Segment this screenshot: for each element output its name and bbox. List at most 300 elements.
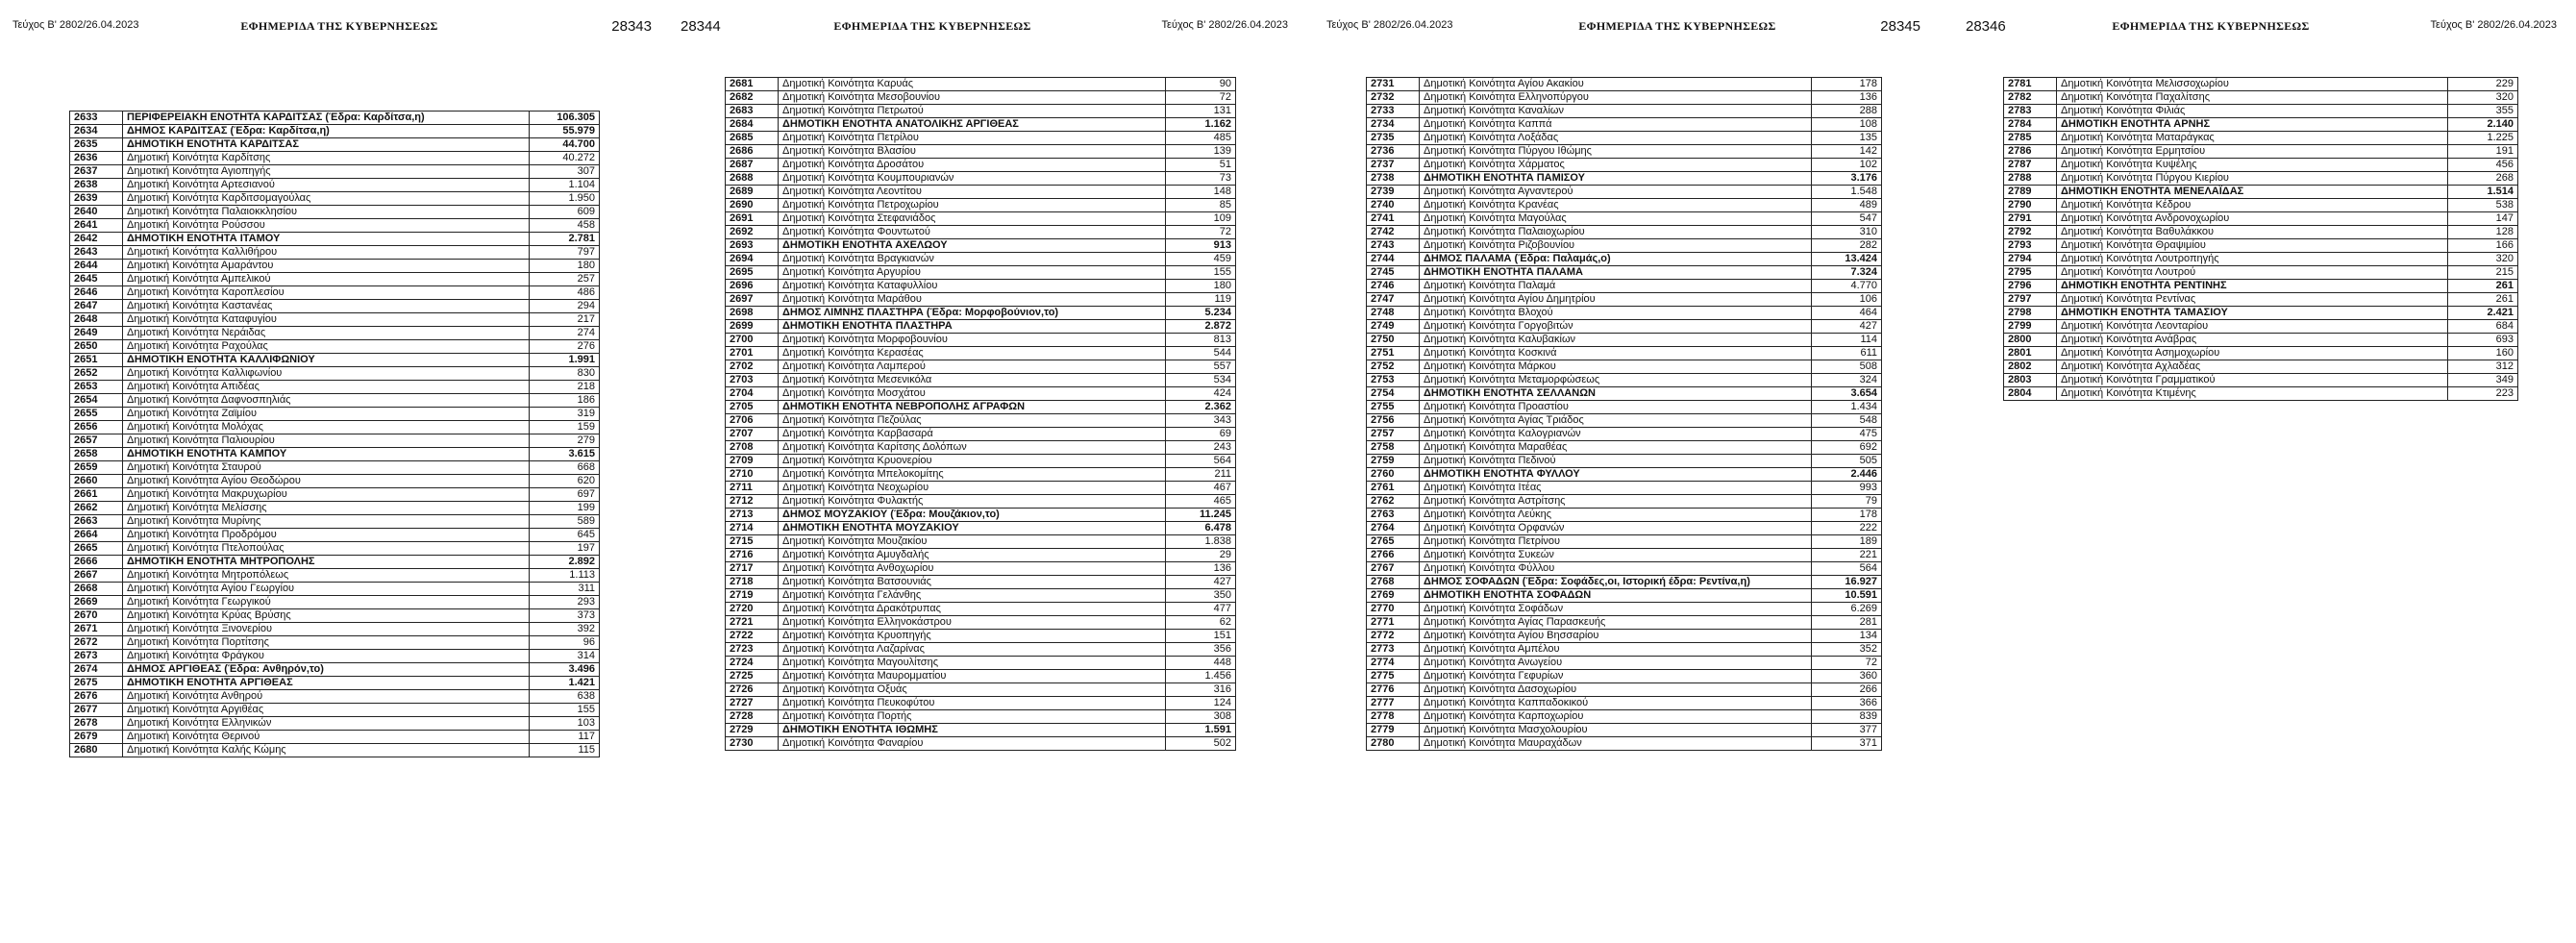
row-name: ΔΗΜΟΤΙΚΗ ΕΝΟΤΗΤΑ ΠΑΛΑΜΑ <box>1420 266 1812 280</box>
table-row <box>726 468 1236 482</box>
row-code: 2784 <box>2004 118 2057 132</box>
row-name: ΔΗΜΟΣ ΑΡΓΙΘΕΑΣ (Έδρα: Ανθηρόν,το) <box>123 663 530 677</box>
row-code: 2694 <box>726 253 779 266</box>
row-name: Δημοτική Κοινότητα Ερμητσίου <box>2057 145 2448 159</box>
table-row <box>2004 320 2518 334</box>
row-name: Δημοτική Κοινότητα Δαφνοσπηλιάς <box>123 394 530 408</box>
table-row <box>726 549 1236 562</box>
row-code: 2680 <box>70 744 123 757</box>
row-value: 1.548 <box>1812 186 1882 199</box>
row-value: 1.950 <box>530 192 600 206</box>
table-row <box>1367 657 1882 670</box>
row-value: 3.654 <box>1812 387 1882 401</box>
row-code: 2792 <box>2004 226 2057 239</box>
row-code: 2722 <box>726 630 779 643</box>
row-value: 136 <box>1166 562 1236 576</box>
row-value: 294 <box>530 300 600 313</box>
table-row <box>726 374 1236 387</box>
row-name: Δημοτική Κοινότητα Σταυρού <box>123 461 530 475</box>
row-code: 2636 <box>70 152 123 165</box>
table-row <box>1367 334 1882 347</box>
row-value: 2.362 <box>1166 401 1236 414</box>
row-value: 148 <box>1166 186 1236 199</box>
row-name: Δημοτική Κοινότητα Ασημοχωρίου <box>2057 347 2448 360</box>
row-code: 2759 <box>1367 455 1420 468</box>
row-name: Δημοτική Κοινότητα Δρακότρυπας <box>779 603 1166 616</box>
table-row <box>2004 91 2518 105</box>
table-row <box>1367 360 1882 374</box>
table-row <box>726 172 1236 186</box>
row-name: Δημοτική Κοινότητα Παλαιοχωρίου <box>1420 226 1812 239</box>
table-row <box>70 569 600 583</box>
row-name: Δημοτική Κοινότητα Ελληνικών <box>123 717 530 731</box>
row-value: 180 <box>1166 280 1236 293</box>
row-name: Δημοτική Κοινότητα Καταφυγίου <box>123 313 530 327</box>
row-code: 2770 <box>1367 603 1420 616</box>
table-row <box>726 697 1236 710</box>
table-row <box>726 280 1236 293</box>
row-name: Δημοτική Κοινότητα Μαυρομματίου <box>779 670 1166 683</box>
row-code: 2676 <box>70 690 123 704</box>
row-name: ΔΗΜΟΤΙΚΗ ΕΝΟΤΗΤΑ ΣΟΦΑΔΩΝ <box>1420 589 1812 603</box>
row-name: ΔΗΜΟΣ ΠΑΛΑΜΑ (Έδρα: Παλαμάς,ο) <box>1420 253 1812 266</box>
row-name: Δημοτική Κοινότητα Φιλιάς <box>2057 105 2448 118</box>
row-value: 40.272 <box>530 152 600 165</box>
row-code: 2728 <box>726 710 779 724</box>
row-name: Δημοτική Κοινότητα Καρίτσης Δολόπων <box>779 441 1166 455</box>
row-value: 320 <box>2448 253 2518 266</box>
row-value: 693 <box>2448 334 2518 347</box>
table-row <box>726 710 1236 724</box>
row-code: 2666 <box>70 556 123 569</box>
row-name: Δημοτική Κοινότητα Κυψέλης <box>2057 159 2448 172</box>
row-code: 2683 <box>726 105 779 118</box>
table-row <box>70 744 600 757</box>
row-code: 2707 <box>726 428 779 441</box>
row-value: 62 <box>1166 616 1236 630</box>
table-row <box>1367 683 1882 697</box>
row-code: 2785 <box>2004 132 2057 145</box>
row-value: 349 <box>2448 374 2518 387</box>
row-value: 311 <box>530 583 600 596</box>
table-row <box>1367 549 1882 562</box>
row-name: Δημοτική Κοινότητα Καλλιθήρου <box>123 246 530 260</box>
table-row <box>726 414 1236 428</box>
row-code: 2716 <box>726 549 779 562</box>
row-code: 2729 <box>726 724 779 737</box>
register-table <box>725 77 1236 751</box>
page-number: 28346 <box>1966 18 2006 35</box>
row-code: 2712 <box>726 495 779 509</box>
table-row <box>70 206 600 219</box>
table-row <box>2004 387 2518 401</box>
row-code: 2745 <box>1367 266 1420 280</box>
table-row <box>70 394 600 408</box>
table-row <box>70 125 600 138</box>
table-row <box>1367 145 1882 159</box>
row-code: 2757 <box>1367 428 1420 441</box>
row-code: 2732 <box>1367 91 1420 105</box>
table-row <box>726 482 1236 495</box>
table-row <box>726 724 1236 737</box>
row-code: 2681 <box>726 78 779 91</box>
row-value: 307 <box>530 165 600 179</box>
table-row <box>70 717 600 731</box>
row-name: ΔΗΜΟΤΙΚΗ ΕΝΟΤΗΤΑ ΜΟΥΖΑΚΙΟΥ <box>779 522 1166 535</box>
table-row <box>726 455 1236 468</box>
row-name: Δημοτική Κοινότητα Κρανέας <box>1420 199 1812 212</box>
row-code: 2779 <box>1367 724 1420 737</box>
row-name: Δημοτική Κοινότητα Ραχούλας <box>123 340 530 354</box>
row-name: Δημοτική Κοινότητα Πετρίνου <box>1420 535 1812 549</box>
table-row <box>726 253 1236 266</box>
table-row <box>726 320 1236 334</box>
table-row <box>1367 710 1882 724</box>
row-value: 343 <box>1166 414 1236 428</box>
table-row <box>1367 199 1882 212</box>
row-value: 282 <box>1812 239 1882 253</box>
row-value: 13.424 <box>1812 253 1882 266</box>
row-value: 155 <box>1166 266 1236 280</box>
row-code: 2708 <box>726 441 779 455</box>
row-code: 2634 <box>70 125 123 138</box>
row-value: 3.176 <box>1812 172 1882 186</box>
row-code: 2782 <box>2004 91 2057 105</box>
row-code: 2686 <box>726 145 779 159</box>
table-row <box>70 663 600 677</box>
row-name: ΔΗΜΟΤΙΚΗ ΕΝΟΤΗΤΑ ΑΝΑΤΟΛΙΚΗΣ ΑΡΓΙΘΕΑΣ <box>779 118 1166 132</box>
table-row <box>726 226 1236 239</box>
row-code: 2790 <box>2004 199 2057 212</box>
row-value: 355 <box>2448 105 2518 118</box>
row-code: 2718 <box>726 576 779 589</box>
row-name: ΔΗΜΟΣ ΣΟΦΑΔΩΝ (Έδρα: Σοφάδες,οι, Ιστορική έδρα: Ρεντίνα,η) <box>1420 576 1812 589</box>
row-value: 55.979 <box>530 125 600 138</box>
row-code: 2719 <box>726 589 779 603</box>
table-row <box>2004 78 2518 91</box>
row-code: 2679 <box>70 731 123 744</box>
table-row <box>1367 522 1882 535</box>
row-value: 159 <box>530 421 600 434</box>
row-code: 2646 <box>70 286 123 300</box>
row-value: 620 <box>530 475 600 488</box>
row-value: 223 <box>2448 387 2518 401</box>
row-code: 2739 <box>1367 186 1420 199</box>
row-value: 319 <box>530 408 600 421</box>
row-name: Δημοτική Κοινότητα Πεζούλας <box>779 414 1166 428</box>
table-row <box>726 535 1236 549</box>
table-row <box>70 367 600 381</box>
row-code: 2736 <box>1367 145 1420 159</box>
row-name: Δημοτική Κοινότητα Αγίου Δημητρίου <box>1420 293 1812 307</box>
row-value: 427 <box>1166 576 1236 589</box>
row-name: ΔΗΜΟΤΙΚΗ ΕΝΟΤΗΤΑ ΦΥΛΛΟΥ <box>1420 468 1812 482</box>
row-name: ΔΗΜΟΤΙΚΗ ΕΝΟΤΗΤΑ ΣΕΛΛΑΝΩΝ <box>1420 387 1812 401</box>
row-code: 2638 <box>70 179 123 192</box>
row-value: 1.225 <box>2448 132 2518 145</box>
row-code: 2648 <box>70 313 123 327</box>
table-row <box>1367 91 1882 105</box>
row-name: Δημοτική Κοινότητα Αχλαδέας <box>2057 360 2448 374</box>
row-name: Δημοτική Κοινότητα Βλοχού <box>1420 307 1812 320</box>
row-value: 180 <box>530 260 600 273</box>
row-name: Δημοτική Κοινότητα Νεοχωρίου <box>779 482 1166 495</box>
row-value: 310 <box>1812 226 1882 239</box>
row-code: 2796 <box>2004 280 2057 293</box>
row-name: Δημοτική Κοινότητα Ματαράγκας <box>2057 132 2448 145</box>
table-row <box>726 239 1236 253</box>
row-value: 72 <box>1166 226 1236 239</box>
table-row <box>1367 535 1882 549</box>
row-value: 6.478 <box>1166 522 1236 535</box>
row-value: 352 <box>1812 643 1882 657</box>
row-name: Δημοτική Κοινότητα Λουτροπηγής <box>2057 253 2448 266</box>
row-value: 134 <box>1812 630 1882 643</box>
page-number: 28343 <box>611 18 652 35</box>
row-name: Δημοτική Κοινότητα Φράγκου <box>123 650 530 663</box>
row-name: Δημοτική Κοινότητα Καταφυλλίου <box>779 280 1166 293</box>
row-name: Δημοτική Κοινότητα Μαράθου <box>779 293 1166 307</box>
row-name: Δημοτική Κοινότητα Κρύας Βρύσης <box>123 609 530 623</box>
row-code: 2775 <box>1367 670 1420 683</box>
table-row <box>70 233 600 246</box>
row-name: Δημοτική Κοινότητα Λαζαρίνας <box>779 643 1166 657</box>
row-value: 508 <box>1812 360 1882 374</box>
row-value: 320 <box>2448 91 2518 105</box>
row-value: 108 <box>1812 118 1882 132</box>
row-code: 2713 <box>726 509 779 522</box>
row-name: Δημοτική Κοινότητα Δροσάτου <box>779 159 1166 172</box>
row-name: Δημοτική Κοινότητα Αργιθέας <box>123 704 530 717</box>
row-value: 160 <box>2448 347 2518 360</box>
row-name: Δημοτική Κοινότητα Ελληνοκάστρου <box>779 616 1166 630</box>
table-row <box>2004 347 2518 360</box>
row-code: 2639 <box>70 192 123 206</box>
row-value: 1.456 <box>1166 670 1236 683</box>
row-code: 2721 <box>726 616 779 630</box>
row-code: 2651 <box>70 354 123 367</box>
table-row <box>70 179 600 192</box>
row-value: 993 <box>1812 482 1882 495</box>
table-row <box>2004 293 2518 307</box>
table-row <box>70 448 600 461</box>
row-name: Δημοτική Κοινότητα Μελισσοχωρίου <box>2057 78 2448 91</box>
table-row <box>70 515 600 529</box>
row-value: 279 <box>530 434 600 448</box>
table-row <box>70 313 600 327</box>
row-value: 114 <box>1812 334 1882 347</box>
table-row <box>70 340 600 354</box>
table-row <box>1367 401 1882 414</box>
row-code: 2714 <box>726 522 779 535</box>
row-code: 2795 <box>2004 266 2057 280</box>
row-code: 2706 <box>726 414 779 428</box>
row-value: 266 <box>1812 683 1882 697</box>
row-value: 117 <box>530 731 600 744</box>
table-row <box>1367 78 1882 91</box>
row-name: ΔΗΜΟΣ ΚΑΡΔΙΤΣΑΣ (Έδρα: Καρδίτσα,η) <box>123 125 530 138</box>
table-row <box>2004 360 2518 374</box>
row-code: 2640 <box>70 206 123 219</box>
row-value: 229 <box>2448 78 2518 91</box>
row-value: 243 <box>1166 441 1236 455</box>
row-code: 2726 <box>726 683 779 697</box>
row-value: 1.113 <box>530 569 600 583</box>
row-code: 2693 <box>726 239 779 253</box>
table-row <box>726 737 1236 751</box>
row-name: Δημοτική Κοινότητα Οξυάς <box>779 683 1166 697</box>
row-value: 645 <box>530 529 600 542</box>
table-row <box>726 199 1236 212</box>
table-row <box>726 159 1236 172</box>
row-value: 377 <box>1812 724 1882 737</box>
row-name: ΔΗΜΟΣ ΛΙΜΝΗΣ ΠΛΑΣΤΗΡΑ (Έδρα: Μορφοβούνιον,το) <box>779 307 1166 320</box>
table-row <box>726 387 1236 401</box>
row-value: 477 <box>1166 603 1236 616</box>
table-row <box>1367 724 1882 737</box>
gazette-page-28343 <box>12 0 652 943</box>
row-code: 2704 <box>726 387 779 401</box>
row-value: 830 <box>530 367 600 381</box>
table-row <box>70 112 600 125</box>
row-code: 2703 <box>726 374 779 387</box>
row-code: 2731 <box>1367 78 1420 91</box>
row-code: 2791 <box>2004 212 2057 226</box>
table-row <box>726 495 1236 509</box>
row-code: 2692 <box>726 226 779 239</box>
row-name: ΔΗΜΟΤΙΚΗ ΕΝΟΤΗΤΑ ΠΛΑΣΤΗΡΑ <box>779 320 1166 334</box>
table-row <box>70 192 600 206</box>
row-code: 2698 <box>726 307 779 320</box>
table-row <box>2004 253 2518 266</box>
row-name: Δημοτική Κοινότητα Αμαράντου <box>123 260 530 273</box>
row-value: 1.514 <box>2448 186 2518 199</box>
gazette-title: ΕΦΗΜΕΡΙΔΑ ΤΗΣ ΚΥΒΕΡΝΗΣΕΩΣ <box>1578 19 1776 33</box>
table-row <box>70 623 600 636</box>
row-code: 2682 <box>726 91 779 105</box>
row-code: 2642 <box>70 233 123 246</box>
row-value: 166 <box>2448 239 2518 253</box>
row-name: ΔΗΜΟΤΙΚΗ ΕΝΟΤΗΤΑ ΠΑΜΙΣΟΥ <box>1420 172 1812 186</box>
row-code: 2637 <box>70 165 123 179</box>
row-code: 2749 <box>1367 320 1420 334</box>
row-code: 2780 <box>1367 737 1420 751</box>
table-row <box>726 360 1236 374</box>
row-name: Δημοτική Κοινότητα Λεοντίτου <box>779 186 1166 199</box>
row-value: 547 <box>1812 212 1882 226</box>
row-name: Δημοτική Κοινότητα Στεφανιάδος <box>779 212 1166 226</box>
row-name: Δημοτική Κοινότητα Μοσχάτου <box>779 387 1166 401</box>
row-value: 2.446 <box>1812 468 1882 482</box>
table-row <box>726 186 1236 199</box>
row-code: 2653 <box>70 381 123 394</box>
table-row <box>70 300 600 313</box>
row-code: 2768 <box>1367 576 1420 589</box>
table-row <box>1367 132 1882 145</box>
row-name: Δημοτική Κοινότητα Ρούσσου <box>123 219 530 233</box>
table-row <box>1367 509 1882 522</box>
table-row <box>70 529 600 542</box>
row-name: Δημοτική Κοινότητα Παλαιοκκλησίου <box>123 206 530 219</box>
row-name: Δημοτική Κοινότητα Μεσενικόλα <box>779 374 1166 387</box>
row-value: 1.421 <box>530 677 600 690</box>
row-name: Δημοτική Κοινότητα Αμυγδαλής <box>779 549 1166 562</box>
row-code: 2800 <box>2004 334 2057 347</box>
row-value: 215 <box>2448 266 2518 280</box>
row-name: Δημοτική Κοινότητα Θερινού <box>123 731 530 744</box>
row-name: Δημοτική Κοινότητα Λεονταρίου <box>2057 320 2448 334</box>
row-value: 268 <box>2448 172 2518 186</box>
table-row <box>70 165 600 179</box>
row-value: 29 <box>1166 549 1236 562</box>
row-value: 288 <box>1812 105 1882 118</box>
row-name: ΔΗΜΟΤΙΚΗ ΕΝΟΤΗΤΑ ΑΡΓΙΘΕΑΣ <box>123 677 530 690</box>
row-code: 2711 <box>726 482 779 495</box>
row-name: Δημοτική Κοινότητα Κρυοπηγής <box>779 630 1166 643</box>
row-name: Δημοτική Κοινότητα Μητροπόλεως <box>123 569 530 583</box>
row-value: 564 <box>1166 455 1236 468</box>
table-row <box>1367 468 1882 482</box>
row-value: 274 <box>530 327 600 340</box>
row-code: 2746 <box>1367 280 1420 293</box>
table-row <box>726 603 1236 616</box>
row-value: 119 <box>1166 293 1236 307</box>
row-value: 136 <box>1812 91 1882 105</box>
table-row <box>70 408 600 421</box>
table-row <box>2004 280 2518 293</box>
row-code: 2799 <box>2004 320 2057 334</box>
table-row <box>726 145 1236 159</box>
table-row <box>70 650 600 663</box>
row-name: Δημοτική Κοινότητα Καππά <box>1420 118 1812 132</box>
table-row <box>1367 441 1882 455</box>
table-row <box>1367 697 1882 710</box>
row-name: Δημοτική Κοινότητα Μεσοβουνίου <box>779 91 1166 105</box>
row-value: 96 <box>530 636 600 650</box>
row-name: ΔΗΜΟΤΙΚΗ ΕΝΟΤΗΤΑ ΙΘΩΜΗΣ <box>779 724 1166 737</box>
row-value: 424 <box>1166 387 1236 401</box>
row-name: Δημοτική Κοινότητα Αγίου Θεοδώρου <box>123 475 530 488</box>
row-value: 90 <box>1166 78 1236 91</box>
table-row <box>1367 159 1882 172</box>
gazette-page-28345 <box>1326 0 1920 943</box>
row-name: Δημοτική Κοινότητα Αγίου Ακακίου <box>1420 78 1812 91</box>
row-code: 2723 <box>726 643 779 657</box>
row-value: 2.140 <box>2448 118 2518 132</box>
row-value: 465 <box>1166 495 1236 509</box>
row-value: 464 <box>1812 307 1882 320</box>
row-value: 85 <box>1166 199 1236 212</box>
table-row <box>70 475 600 488</box>
row-code: 2769 <box>1367 589 1420 603</box>
row-value: 79 <box>1812 495 1882 509</box>
table-row <box>70 596 600 609</box>
row-name: Δημοτική Κοινότητα Κέδρου <box>2057 199 2448 212</box>
row-code: 2668 <box>70 583 123 596</box>
table-row <box>70 354 600 367</box>
row-name: Δημοτική Κοινότητα Λοξάδας <box>1420 132 1812 145</box>
row-value: 217 <box>530 313 600 327</box>
row-value: 557 <box>1166 360 1236 374</box>
table-row <box>1367 670 1882 683</box>
table-row <box>1367 643 1882 657</box>
row-value: 2.892 <box>530 556 600 569</box>
row-code: 2738 <box>1367 172 1420 186</box>
table-row <box>70 704 600 717</box>
page-header <box>1961 18 2557 40</box>
row-name: Δημοτική Κοινότητα Καλλιφωνίου <box>123 367 530 381</box>
row-code: 2641 <box>70 219 123 233</box>
